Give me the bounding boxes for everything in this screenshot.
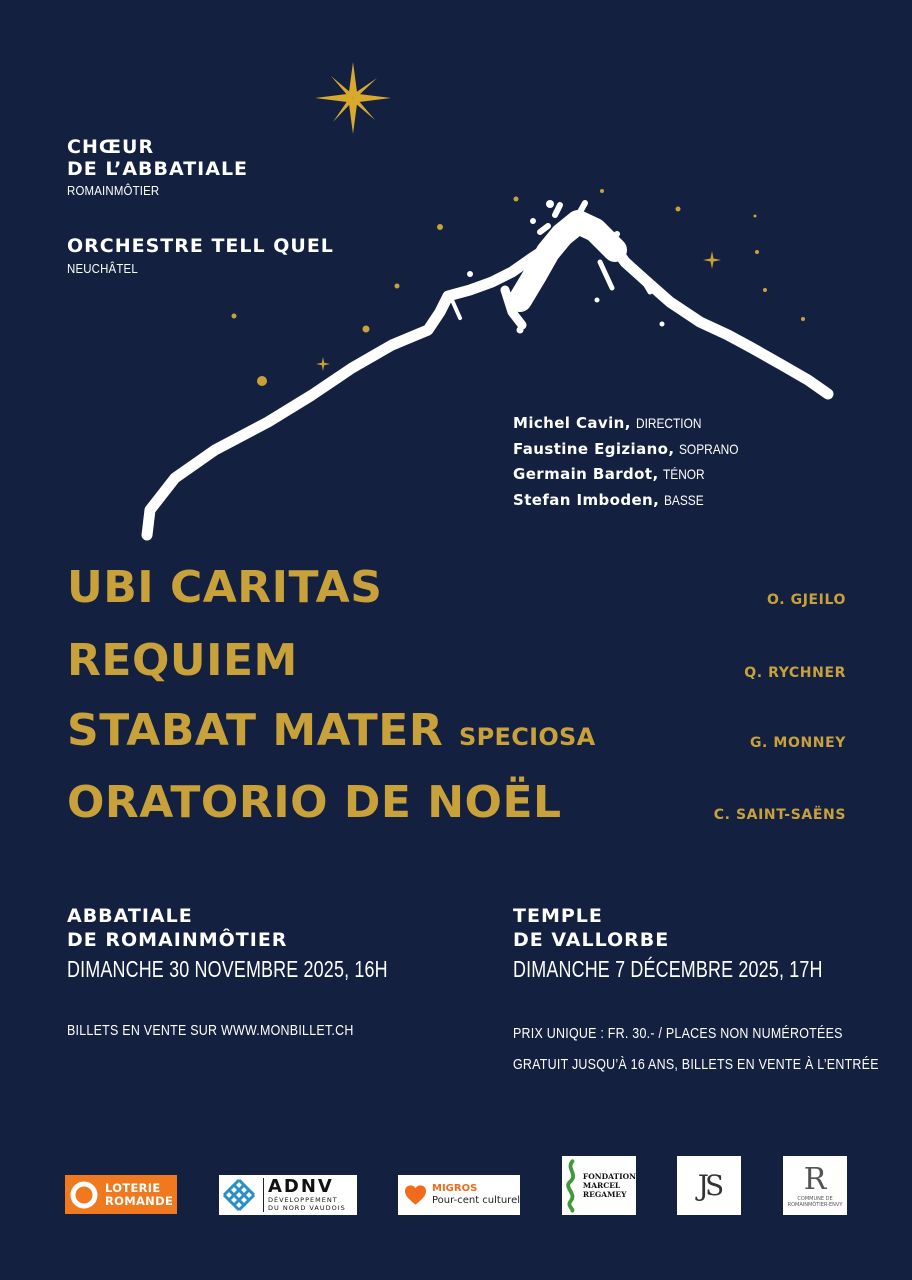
work-title: REQUIEM bbox=[67, 635, 298, 686]
adnv-mark-icon bbox=[219, 1175, 259, 1215]
venue-line2: DE ROMAINMÔTIER bbox=[67, 929, 288, 951]
tickets-online: BILLETS EN VENTE SUR WWW.MONBILLET.CH bbox=[67, 1022, 354, 1039]
work-title-row bbox=[67, 706, 596, 762]
venue-line2: DE VALLORBE bbox=[513, 929, 670, 951]
poster-artwork bbox=[0, 0, 912, 560]
concert-date: DIMANCHE 7 DÉCEMBRE 2025, 17H bbox=[513, 956, 823, 982]
concert-date: DIMANCHE 30 NOVEMBRE 2025, 16H bbox=[67, 956, 388, 982]
migros-sub: Pour-cent culturel bbox=[432, 1195, 520, 1206]
concert-vallorbe bbox=[513, 904, 910, 983]
small-star-icon bbox=[703, 251, 721, 269]
commune-mark: R bbox=[803, 1161, 827, 1197]
concert-date-wrap bbox=[67, 956, 478, 983]
adnv-text bbox=[268, 1178, 346, 1212]
adnv-sub2: DU NORD VAUDOIS bbox=[268, 1204, 346, 1212]
work-subtitle: SPECIOSA bbox=[459, 723, 596, 751]
organizer-city: ROMAINMÔTIER bbox=[67, 183, 160, 198]
migros-text bbox=[432, 1183, 520, 1207]
fondation-text bbox=[583, 1172, 636, 1199]
adnv-sub1: DÉVELOPPEMENT bbox=[268, 1196, 338, 1204]
fondation-line2: MARCEL bbox=[582, 1181, 621, 1190]
logo-commune bbox=[783, 1156, 847, 1215]
js-mark: JS bbox=[697, 1169, 721, 1202]
loterie-text bbox=[105, 1182, 173, 1208]
fondation-line1: FONDATION bbox=[582, 1172, 636, 1181]
tickets-price: PRIX UNIQUE : FR. 30.- / PLACES NON NUMÉROTÉES bbox=[513, 1025, 843, 1042]
cast-item: Stefan Imboden, BASSE bbox=[513, 490, 704, 509]
organizer-choeur bbox=[67, 136, 248, 198]
commune-line2: ROMAINMÔTIER-ENVY bbox=[787, 1201, 843, 1208]
cast-item: Faustine Egiziano, SOPRANO bbox=[513, 439, 739, 458]
heart-icon bbox=[404, 1184, 427, 1206]
loterie-line1: LOTERIE bbox=[105, 1180, 161, 1195]
logo-js bbox=[677, 1156, 741, 1215]
organizer-name-line2: DE L’ABBATIALE bbox=[67, 158, 249, 180]
logo-loterie-romande bbox=[65, 1175, 177, 1214]
work-composer: O. GJEILO bbox=[767, 592, 846, 608]
adnv-name: ADNV bbox=[268, 1176, 334, 1197]
work-title: UBI CARITAS bbox=[67, 562, 383, 613]
cast-list bbox=[513, 411, 749, 513]
work-title: ORATORIO DE NOËL bbox=[67, 777, 562, 828]
concert-date-wrap bbox=[513, 956, 910, 983]
star-icon bbox=[315, 62, 391, 134]
organizer-name: ORCHESTRE TELL QUEL bbox=[67, 235, 334, 257]
work-title: STABAT MATER bbox=[67, 705, 444, 756]
organizer-orchestre bbox=[67, 235, 334, 276]
migros-name: MIGROS bbox=[432, 1183, 478, 1194]
cast-item: Michel Cavin, DIRECTION bbox=[513, 414, 702, 432]
commune-line1: COMMUNE DE bbox=[797, 1195, 833, 1202]
tickets-free: GRATUIT JUSQU’À 16 ANS, BILLETS EN VENTE À L’ENTRÉE bbox=[513, 1056, 879, 1073]
fondation-line3: REGAMEY bbox=[582, 1190, 627, 1199]
venue-line1: ABBATIALE bbox=[67, 905, 193, 927]
logo-migros bbox=[398, 1175, 520, 1215]
work-composer: G. MONNEY bbox=[749, 735, 846, 751]
work-composer: C. SAINT-SAËNS bbox=[713, 807, 846, 823]
loterie-ring-icon bbox=[69, 1180, 99, 1210]
leaf-icon bbox=[562, 1158, 583, 1213]
adnv-divider bbox=[263, 1178, 264, 1212]
organizer-name-line1: CHŒUR bbox=[67, 136, 155, 158]
logo-fondation-regamey bbox=[562, 1156, 636, 1215]
cast-item: Germain Bardot, TÉNOR bbox=[513, 465, 705, 483]
small-star-icon bbox=[316, 357, 330, 371]
loterie-line2: ROMANDE bbox=[105, 1193, 174, 1208]
work-composer: Q. RYCHNER bbox=[744, 665, 846, 681]
concert-romainmotier bbox=[67, 904, 478, 983]
logo-adnv bbox=[219, 1175, 357, 1215]
organizer-city: NEUCHÂTEL bbox=[67, 261, 138, 276]
venue-line1: TEMPLE bbox=[513, 905, 603, 927]
